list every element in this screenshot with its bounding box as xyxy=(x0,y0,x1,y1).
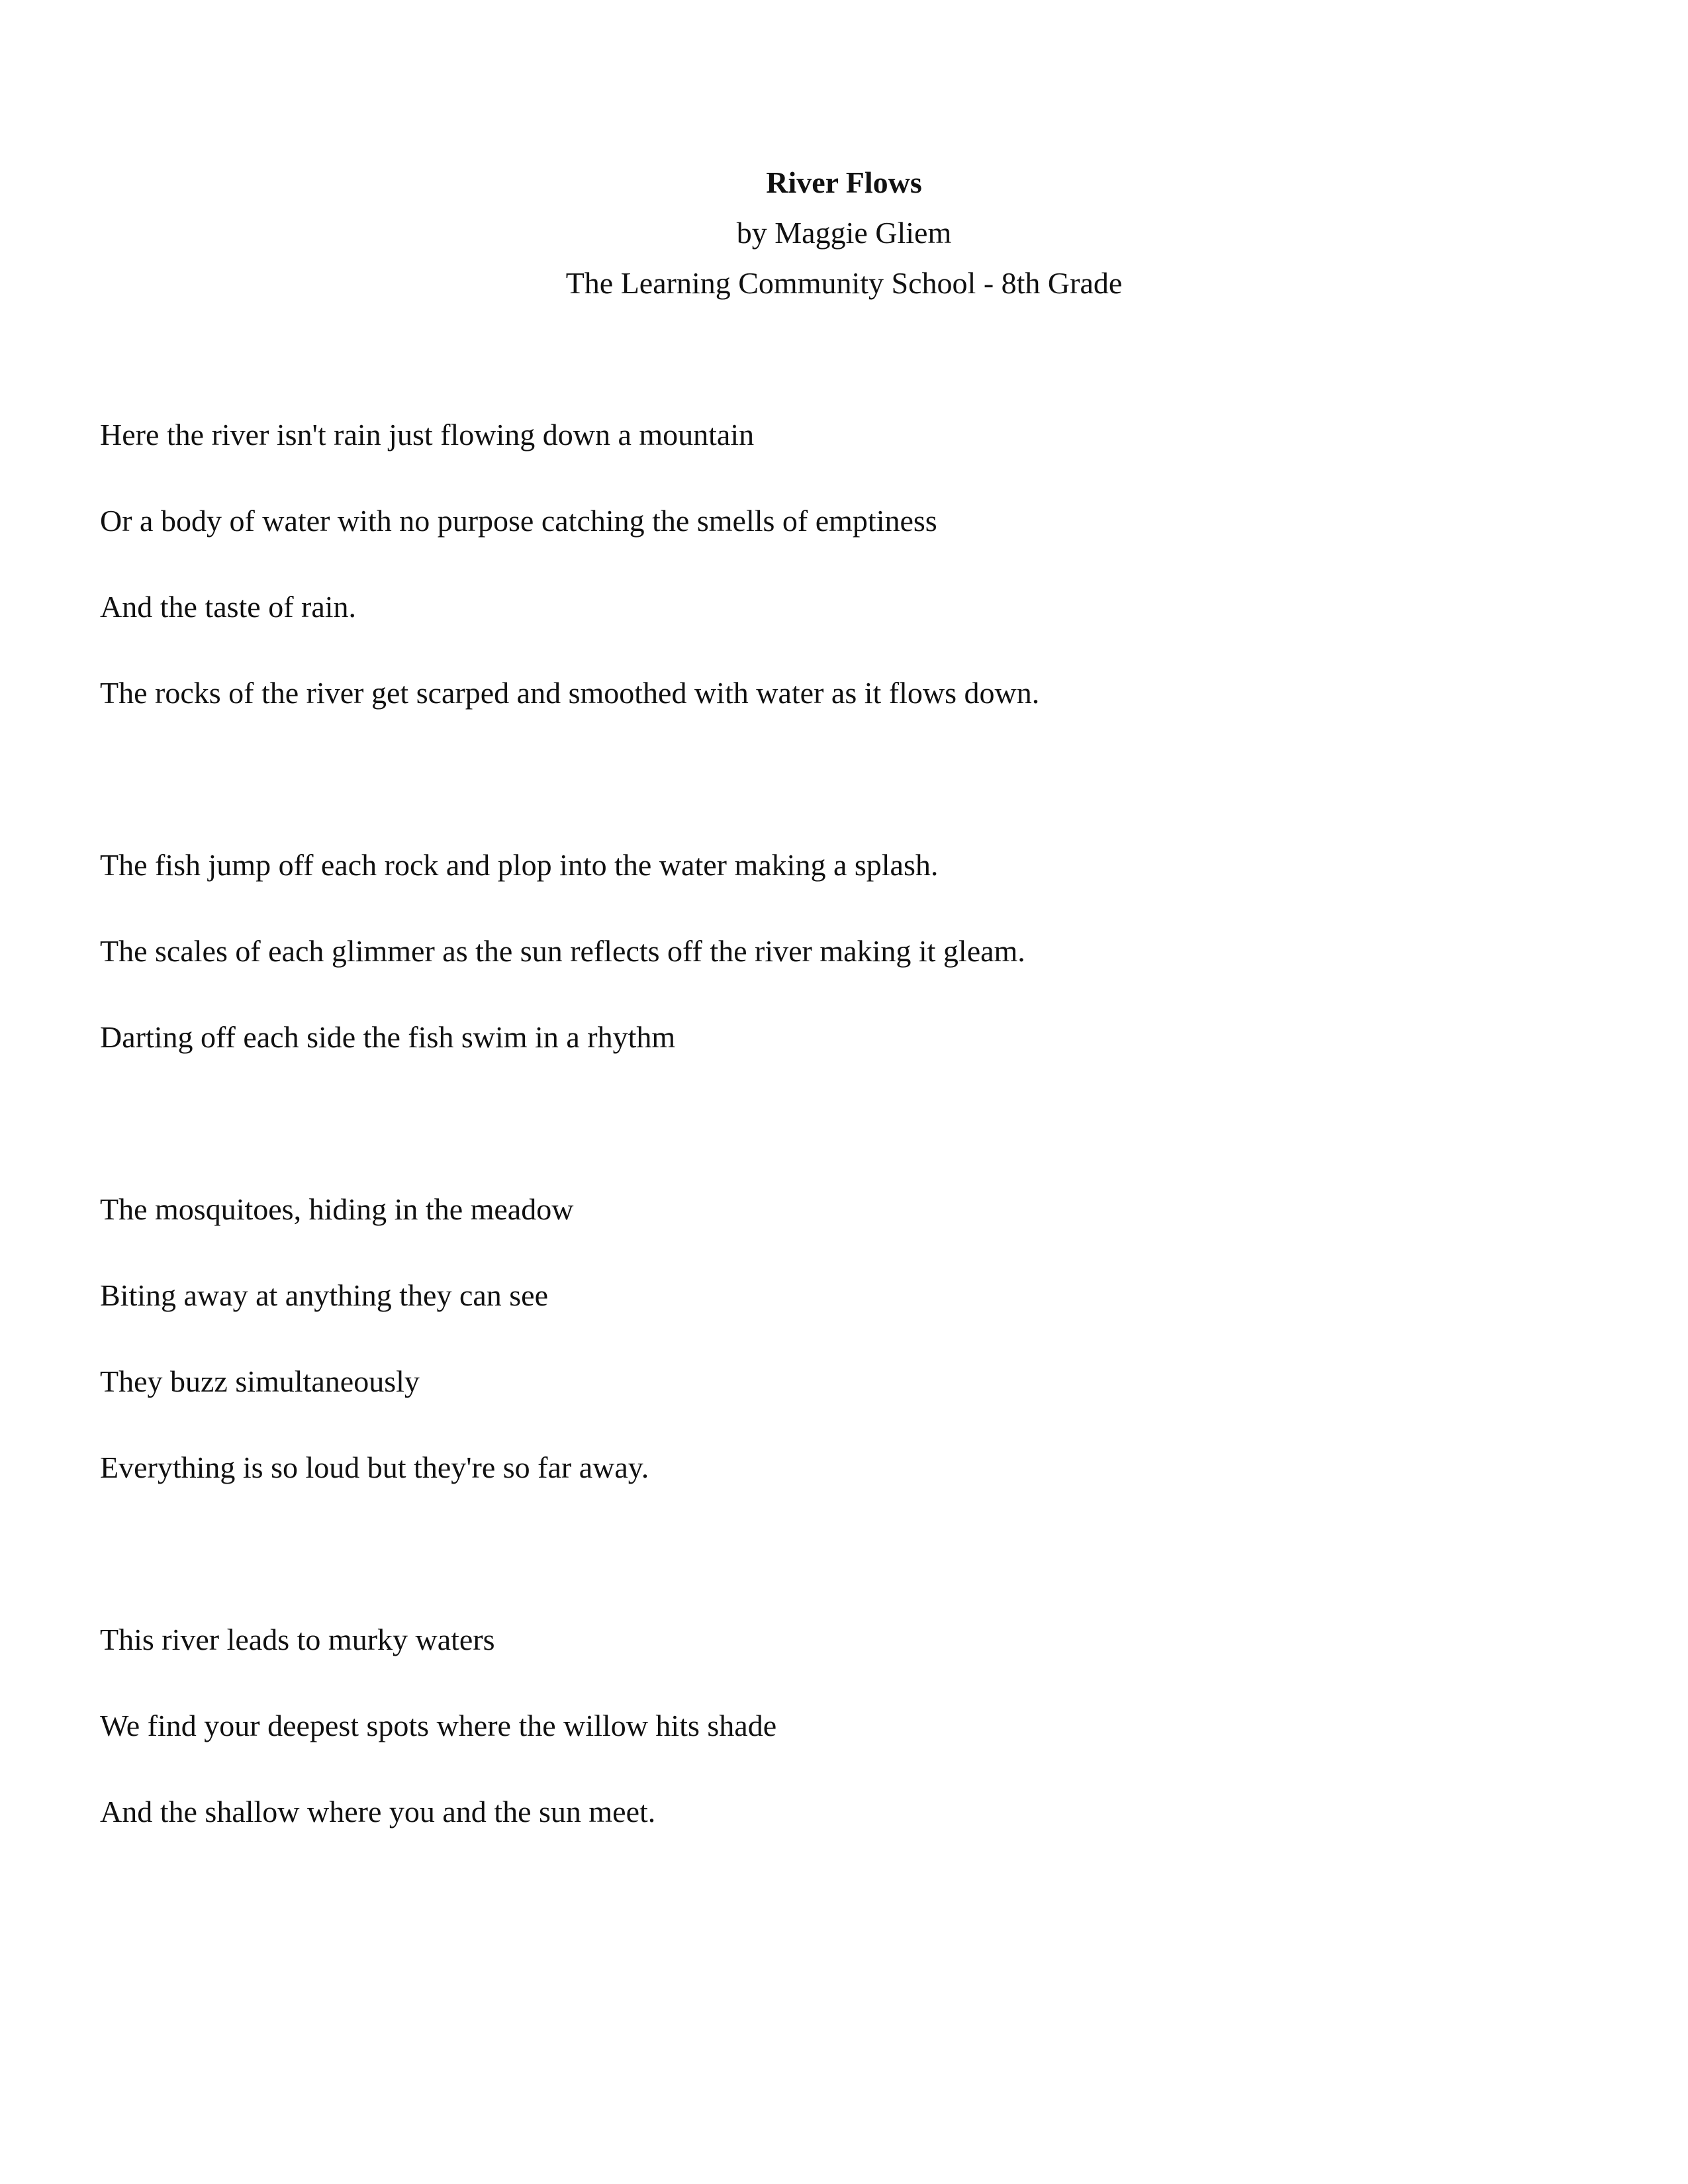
poem-line: The rocks of the river get scarped and smoothed with water as it flows down. xyxy=(100,676,1040,710)
poem-line: And the taste of rain. xyxy=(100,590,357,624)
poem-line: The scales of each glimmer as the sun reflects off the river making it gleam. xyxy=(100,934,1025,968)
poem-line: Biting away at anything they can see xyxy=(100,1278,549,1312)
school-line: The Learning Community School - 8th Grade xyxy=(565,266,1123,300)
poem-line: The mosquitoes, hiding in the meadow xyxy=(100,1192,574,1226)
poem-line: Darting off each side the fish swim in a rhythm xyxy=(100,1020,676,1054)
poem-line: The fish jump off each rock and plop into the water making a splash. xyxy=(100,848,939,882)
poem-byline: by Maggie Gliem xyxy=(736,216,952,250)
poem-line: And the shallow where you and the sun meet. xyxy=(100,1795,656,1828)
poem-line: This river leads to murky waters xyxy=(100,1623,495,1656)
poem-line: We find your deepest spots where the willow hits shade xyxy=(100,1709,777,1742)
poem-title: River Flows xyxy=(766,166,922,199)
poem-line: Here the river isn't rain just flowing down a mountain xyxy=(100,418,755,451)
poem-header xyxy=(0,158,1688,309)
poem-line: They buzz simultaneously xyxy=(100,1364,420,1398)
poem-line: Or a body of water with no purpose catching the smells of emptiness xyxy=(100,504,937,538)
poem-line: Everything is so loud but they're so far away. xyxy=(100,1450,649,1484)
